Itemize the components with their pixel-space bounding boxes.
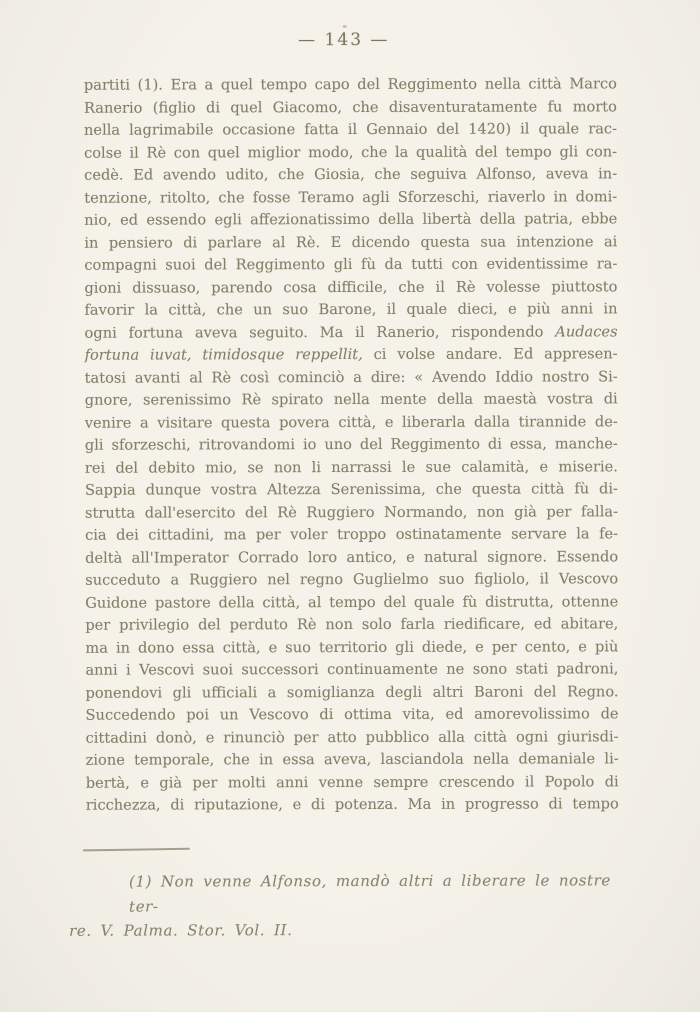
text-line <box>85 658 618 682</box>
text-line <box>85 343 618 367</box>
text-line <box>86 793 619 817</box>
text-line <box>84 208 617 232</box>
text-line <box>84 298 617 322</box>
text-segment: gnore, serenissimo Rè spirato nella mente della maestà vostra di <box>84 390 618 409</box>
text-line <box>85 546 618 570</box>
text-segment: in pensiero di parlare al Rè. E dicendo questa sua intenzione ai <box>84 232 618 252</box>
text-line <box>85 321 618 345</box>
text-line <box>86 703 619 727</box>
text-segment: Sappia dunque vostra Altezza Serenissima, che questa città fù di- <box>84 480 618 499</box>
text-line <box>85 433 618 457</box>
footnote-line: (1) Non venne Alfonso, mandò altri a liberare le nostre ter- <box>128 871 611 916</box>
text-line <box>85 366 618 390</box>
text-segment: Succedendo poi un Vescovo di ottima vita, ed amorevolissimo de <box>85 705 619 724</box>
text-line <box>85 681 618 705</box>
text-line <box>85 501 618 525</box>
text-segment: tatosi avanti al Rè così cominciò a dire: « Avendo Iddio nostro Si- <box>84 367 618 387</box>
text-segment: Guidone pastore della città, al tempo del quale fù distrutta, ottenne <box>85 592 619 612</box>
text-segment: partiti (1). Era a quel tempo capo del Reggimento nella città Marco <box>83 75 617 94</box>
text-segment: ma in dono essa città, e suo territorio gli diede, e per cento, e più <box>85 637 619 657</box>
text-line <box>85 523 618 547</box>
text-line <box>85 591 618 615</box>
text-segment: cedè. Ed avendo udito, che Giosia, che seguiva Alfonso, aveva in- <box>84 165 618 184</box>
text-segment: favorir la città, che un suo Barone, il quale dieci, e più anni in <box>84 300 618 319</box>
text-segment: cia dei cittadini, ma per voler troppo ostinatamente servare la fe- <box>85 525 619 544</box>
text-line <box>85 478 618 502</box>
text-segment: venire a visitare questa povera città, e liberarla dalla tirannide de- <box>84 412 618 432</box>
ink-speck <box>343 25 347 28</box>
text-line <box>85 613 618 637</box>
page-number: — 143 — <box>298 29 390 51</box>
text-line <box>84 231 617 255</box>
text-segment: anni i Vescovi suoi successori continuamente ne sono stati padroni, <box>85 660 619 679</box>
text-segment: ci volse andare. Ed appresen- <box>362 345 618 363</box>
text-line <box>85 568 618 592</box>
text-line <box>84 141 617 165</box>
text-line <box>85 456 618 480</box>
text-segment: colse il Rè con quel miglior modo, che la qualità del tempo gli con- <box>84 142 618 162</box>
text-segment: bertà, e già per molti anni venne sempre crescendo il Popolo di <box>85 772 619 792</box>
text-line <box>84 73 617 97</box>
text-segment: nio, ed essendo egli affezionatissimo della libertà della patria, ebbe <box>84 210 618 229</box>
text-segment: succeduto a Ruggiero nel regno Guglielmo suo figliolo, il Vescovo <box>85 570 619 589</box>
text-segment: ponendovi gli ufficiali a somiglianza degli altri Baroni del Regno. <box>85 682 619 702</box>
body-text <box>84 73 619 817</box>
footnote-line: re. V. Palma. Stor. Vol. II. <box>69 921 293 940</box>
text-segment: ogni fortuna aveva seguito. Ma il Ranerio, rispondendo <box>84 322 556 342</box>
text-segment: per privilegio del perduto Rè non solo farla riedificare, ed abitare, <box>85 615 619 634</box>
text-segment: gioni dissuaso, parendo cosa difficile, che il Rè volesse piuttosto <box>84 277 618 297</box>
text-line <box>84 186 617 210</box>
text-line <box>86 726 619 750</box>
text-segment: tenzione, ritolto, che fosse Teramo agli Sforzeschi, riaverlo in domi- <box>84 187 618 207</box>
text-segment: gli sforzeschi, ritrovandomi io uno del Reggimento di essa, manche- <box>84 435 618 454</box>
text-line <box>86 748 619 772</box>
text-segment: compagni suoi del Reggimento gli fù da tutti con evidentissime ra- <box>84 255 618 274</box>
latin-quote-segment: fortuna iuvat, timidosque reppellit, <box>84 345 363 364</box>
latin-quote-segment: Audaces <box>555 322 618 340</box>
text-line <box>84 96 617 120</box>
text-line <box>85 636 618 660</box>
footnote <box>69 868 614 943</box>
footnote-rule <box>83 848 190 852</box>
text-line <box>85 388 618 412</box>
text-segment: rei del debito mio, se non li narrassi le sue calamità, e miserie. <box>84 457 618 477</box>
text-line <box>84 253 617 277</box>
text-line <box>85 411 618 435</box>
text-line <box>84 118 617 142</box>
text-segment: ricchezza, di riputazione, e di potenza. Ma in progresso di tempo <box>85 795 619 814</box>
text-segment: Ranerio (figlio di quel Giacomo, che disaventuratamente fu morto <box>83 97 617 117</box>
text-line <box>84 276 617 300</box>
text-line <box>84 163 617 187</box>
text-segment: strutta dall'esercito del Rè Ruggiero Normando, non già per falla- <box>84 502 619 522</box>
text-line <box>86 771 619 795</box>
text-segment: zione temporale, che in essa aveva, lasciandola nella demaniale li- <box>85 750 619 769</box>
text-segment: nella lagrimabile occasione fatta il Gennaio del 1420) il quale rac- <box>83 120 618 139</box>
text-segment: cittadini donò, e rinunciò per atto pubblico alla città ogni giurisdi- <box>85 727 619 747</box>
text-segment: deltà all'Imperator Corrado loro antico, e natural signore. Essendo <box>85 547 619 567</box>
